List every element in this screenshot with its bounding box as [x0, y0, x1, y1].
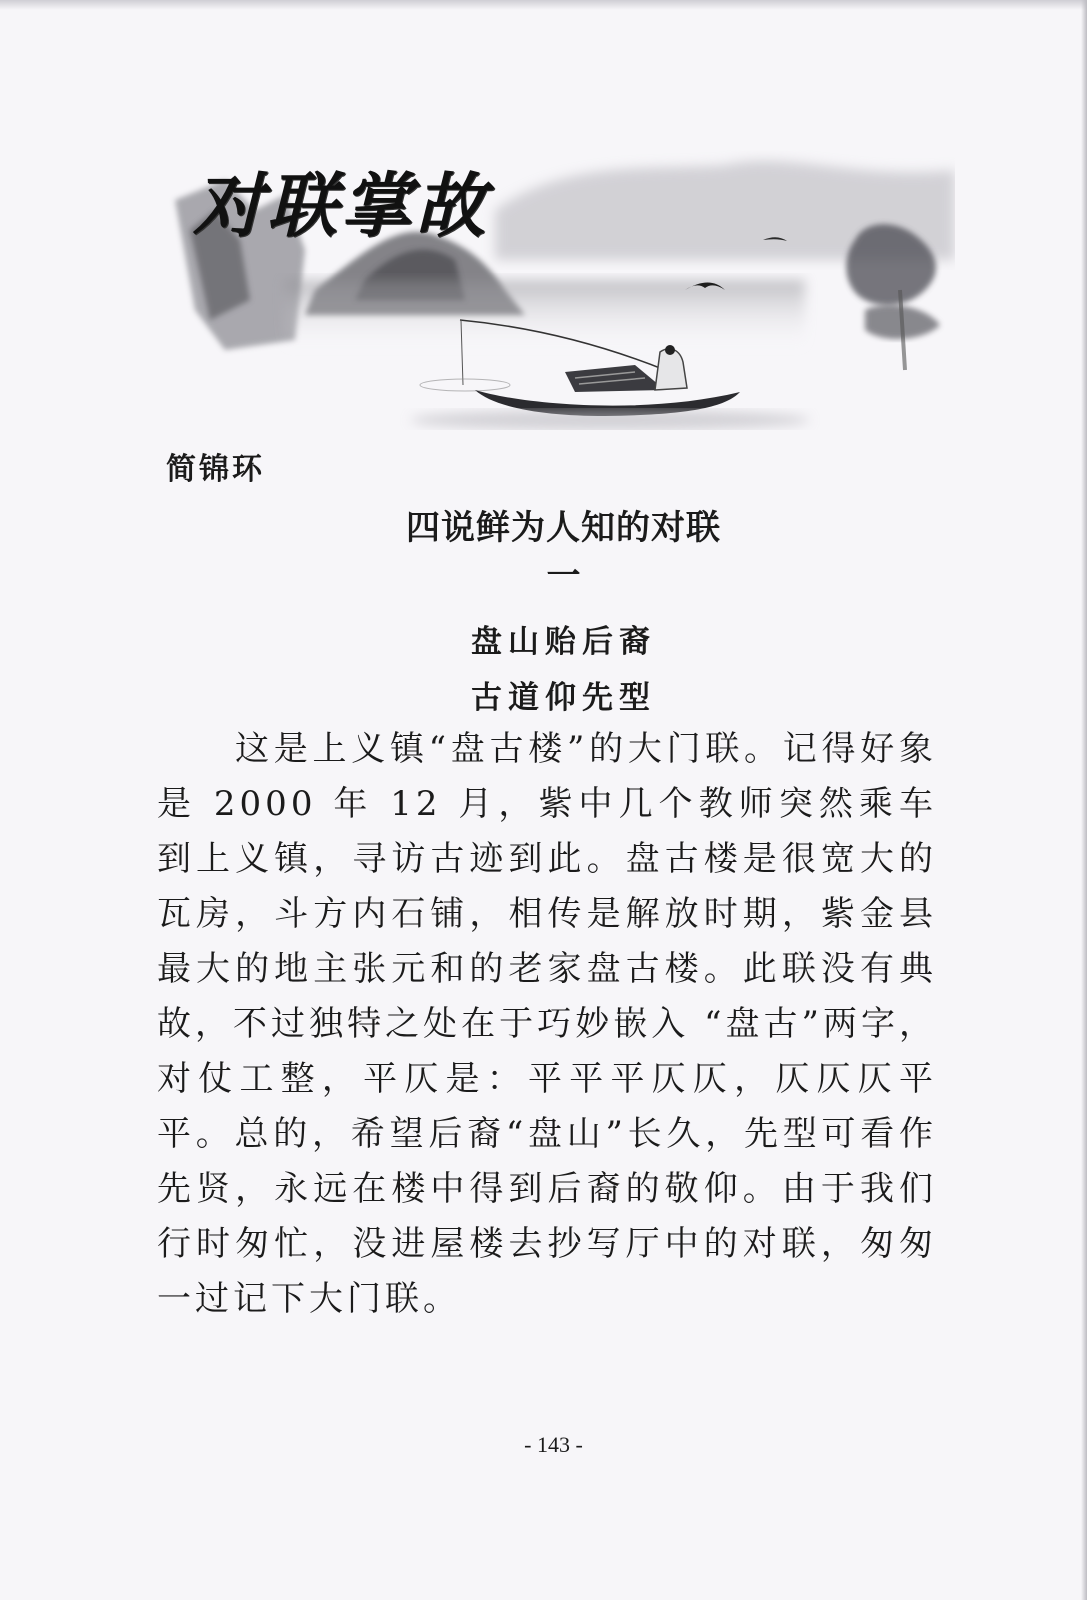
- couplet-line-1: 盘山贻后裔: [471, 624, 656, 660]
- body-paragraph: 这是上义镇“盘古楼”的大门联。记得好象是 2000 年 12 月，紫中几个教师突然乘车到上义镇，寻访古迹到此。盘古楼是很宽大的瓦房，斗方内石铺，相传是解放时期，紫金县最大的地主张元和的老家盘古楼。此联没有典故，不过独特之处在于巧妙嵌入 “盘古”两字，对仗工整，平仄是：平平平仄仄，仄仄仄平平。总的，希望后裔“盘山”长久，先型可看作先贤，永远在楼中得到后裔的敬仰。由于我们行时匆忙，没进屋楼去抄写厅中的对联，匆匆一过记下大门联。: [157, 729, 937, 1319]
- section-number: 一: [546, 556, 581, 596]
- banner-title: 对联掌故: [193, 164, 489, 247]
- banner-illustration: [165, 140, 955, 430]
- page-number: - 143 -: [524, 1432, 583, 1457]
- page-edge-top: [0, 0, 1087, 10]
- author-name: 简锦环: [166, 452, 265, 487]
- couplet-line-2: 古道仰先型: [471, 680, 656, 716]
- page-edge-right: [1081, 0, 1087, 1600]
- article-title: 四说鲜为人知的对联: [406, 508, 721, 548]
